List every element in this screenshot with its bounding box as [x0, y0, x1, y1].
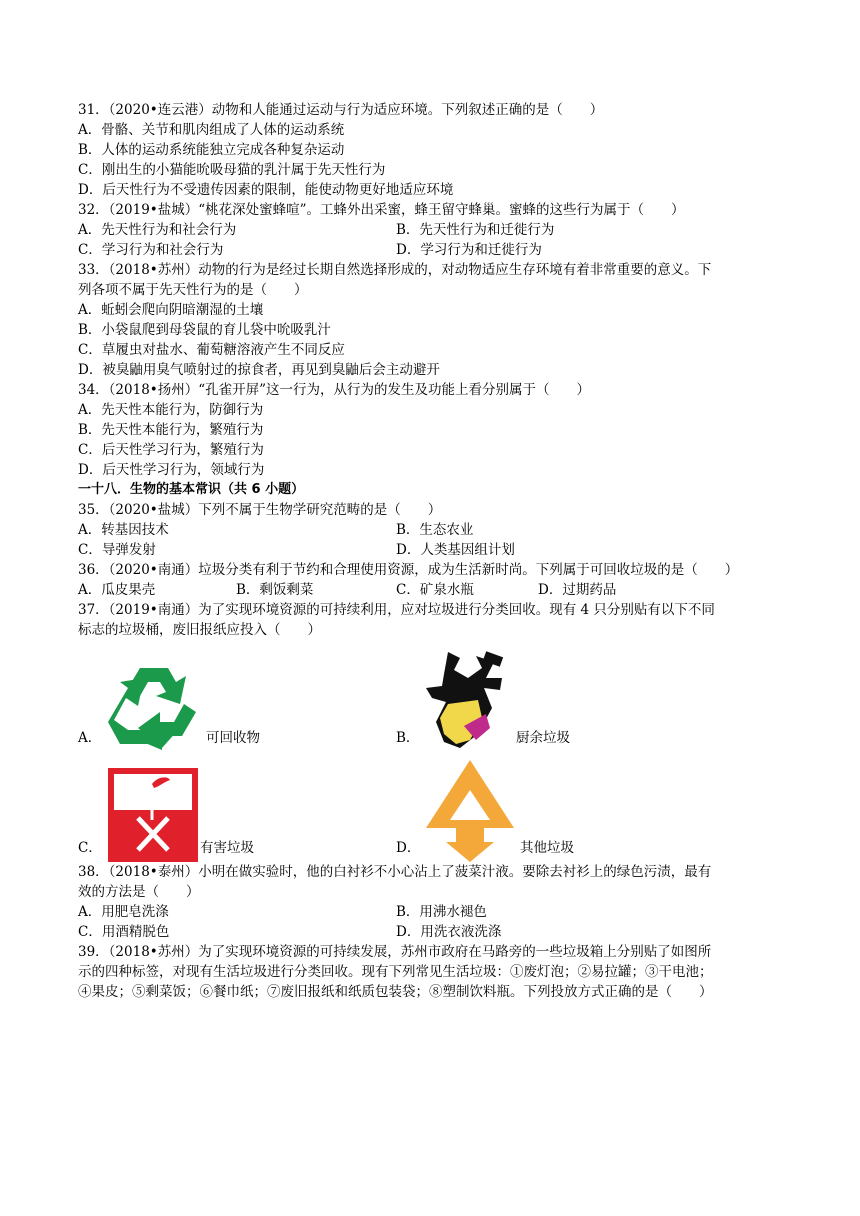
q38-option-d: D．用洗衣液洗涤	[396, 924, 502, 940]
recycle-icon	[104, 660, 204, 752]
kitchen-waste-icon	[420, 648, 512, 752]
q37-option-d-letter: D．	[396, 840, 421, 856]
q33-stem-line1: 33．（2018•苏州）动物的行为是经过长期自然选择形成的，对动物适应生存环境有着非常重要的意义。下	[78, 262, 712, 278]
q38-option-c: C．用酒精脱色	[78, 924, 170, 940]
q37-figure-row-ab	[78, 648, 798, 752]
q37-figure-row-cd	[78, 758, 798, 862]
other-waste-icon	[424, 758, 516, 862]
q32-row-cd	[78, 240, 798, 260]
q37-option-d-caption: 其他垃圾	[520, 840, 574, 856]
q33-option-d: D．被臭鼬用臭气喷射过的掠食者，再见到臭鼬后会主动避开	[78, 362, 440, 378]
q36-option-d: D．过期药品	[538, 582, 617, 598]
q36-option-c: C．矿泉水瓶	[396, 582, 474, 598]
q31-option-b: B．人体的运动系统能独立完成各种复杂运动	[78, 142, 345, 158]
q37-option-b-caption: 厨余垃圾	[516, 730, 570, 746]
q32-option-a: A．先天性行为和社会行为	[78, 222, 237, 238]
harmful-waste-icon	[108, 768, 198, 862]
q36-options-row	[78, 580, 798, 600]
q37-option-c	[78, 758, 378, 862]
q31-stem: 31．（2020•连云港）动物和人能通过运动与行为适应环境。下列叙述正确的是（ ）	[78, 102, 604, 118]
q36-option-a: A．瓜皮果壳	[78, 582, 156, 598]
q34-option-d: D．后天性学习行为，领域行为	[78, 462, 265, 478]
q34-stem: 34．（2018•扬州）“孔雀开屏”这一行为，从行为的发生及功能上看分别属于（ ）	[78, 382, 591, 398]
q35-option-d: D．人类基因组计划	[396, 542, 515, 558]
q33-option-c: C．草履虫对盐水、葡萄糖溶液产生不同反应	[78, 342, 345, 358]
q38-option-a: A．用肥皂洗涤	[78, 904, 169, 920]
q37-option-a-letter: A．	[78, 730, 102, 746]
question-page	[78, 100, 798, 1002]
q31-option-c: C．刚出生的小猫能吮吸母猫的乳汁属于先天性行为	[78, 162, 386, 178]
q36-option-b: B．剩饭剩菜	[236, 582, 314, 598]
q37-stem-line2: 标志的垃圾桶，废旧报纸应投入（ ）	[78, 622, 321, 638]
q33-option-a: A．蚯蚓会爬向阴暗潮湿的土壤	[78, 302, 264, 318]
q38-stem-line1: 38．（2018•泰州）小明在做实验时，他的白衬衫不小心沾上了菠菜汁液。要除去衬衫上的绿色污渍，最有	[78, 864, 712, 880]
q35-option-c: C．导弹发射	[78, 542, 156, 558]
q38-option-b: B．用沸水褪色	[396, 904, 487, 920]
q39-stem-line2: 示的四种标签，对现有生活垃圾进行分类回收。现有下列常见生活垃圾：①废灯泡；②易拉罐；③干电池；	[78, 964, 713, 980]
q35-stem: 35．（2020•盐城）下列不属于生物学研究范畴的是（ ）	[78, 502, 442, 518]
q37-option-c-letter: C．	[78, 840, 102, 856]
q35-row-ab	[78, 520, 798, 540]
q37-option-d	[396, 758, 696, 862]
q37-option-a-caption: 可回收物	[206, 730, 260, 746]
section-heading: 一十八．生物的基本常识（共 6 小题）	[78, 482, 305, 497]
q39-stem-line3: ④果皮；⑤剩菜饭；⑥餐巾纸；⑦废旧报纸和纸质包装袋；⑧塑制饮料瓶。下列投放方式正确的是（ ）	[78, 984, 713, 1000]
q32-stem: 32．（2019•盐城）“桃花深处蜜蜂喧”。工蜂外出采蜜，蜂王留守蜂巢。蜜蜂的这些行为属于（ ）	[78, 202, 685, 218]
q37-stem-line1: 37．（2019•南通）为了实现环境资源的可持续利用，应对垃圾进行分类回收。现有 4 只分别贴有以下不同	[78, 602, 715, 618]
q31-option-a: A．骨骼、关节和肌肉组成了人体的运动系统	[78, 122, 345, 138]
q38-row-ab	[78, 902, 798, 922]
q32-row-ab	[78, 220, 798, 240]
q34-option-a: A．先天性本能行为，防御行为	[78, 402, 264, 418]
q35-row-cd	[78, 540, 798, 560]
q36-stem: 36．（2020•南通）垃圾分类有利于节约和合理使用资源，成为生活新时尚。下列属于可回收垃圾的是（ ）	[78, 562, 739, 578]
q39-stem-line1: 39．（2018•苏州）为了实现环境资源的可持续发展，苏州市政府在马路旁的一些垃圾箱上分别贴了如图所	[78, 944, 712, 960]
q34-option-b: B．先天性本能行为，繁殖行为	[78, 422, 264, 438]
q33-stem-line2: 列各项不属于先天性行为的是（ ）	[78, 282, 308, 298]
q35-option-b: B．生态农业	[396, 522, 474, 538]
q34-option-c: C．后天性学习行为，繁殖行为	[78, 442, 264, 458]
q37-option-a	[78, 648, 378, 752]
q38-row-cd	[78, 922, 798, 942]
q32-option-d: D．学习行为和迁徙行为	[396, 242, 542, 258]
q38-stem-line2: 效的方法是（ ）	[78, 884, 200, 900]
q31-option-d: D．后天性行为不受遗传因素的限制，能使动物更好地适应环境	[78, 182, 454, 198]
q37-option-c-caption: 有害垃圾	[200, 840, 254, 856]
q32-option-c: C．学习行为和社会行为	[78, 242, 224, 258]
q32-option-b: B．先天性行为和迁徙行为	[396, 222, 555, 238]
q37-option-b	[396, 648, 696, 752]
q33-option-b: B．小袋鼠爬到母袋鼠的育儿袋中吮吸乳汁	[78, 322, 331, 338]
q37-option-b-letter: B．	[396, 730, 420, 746]
q35-option-a: A．转基因技术	[78, 522, 169, 538]
